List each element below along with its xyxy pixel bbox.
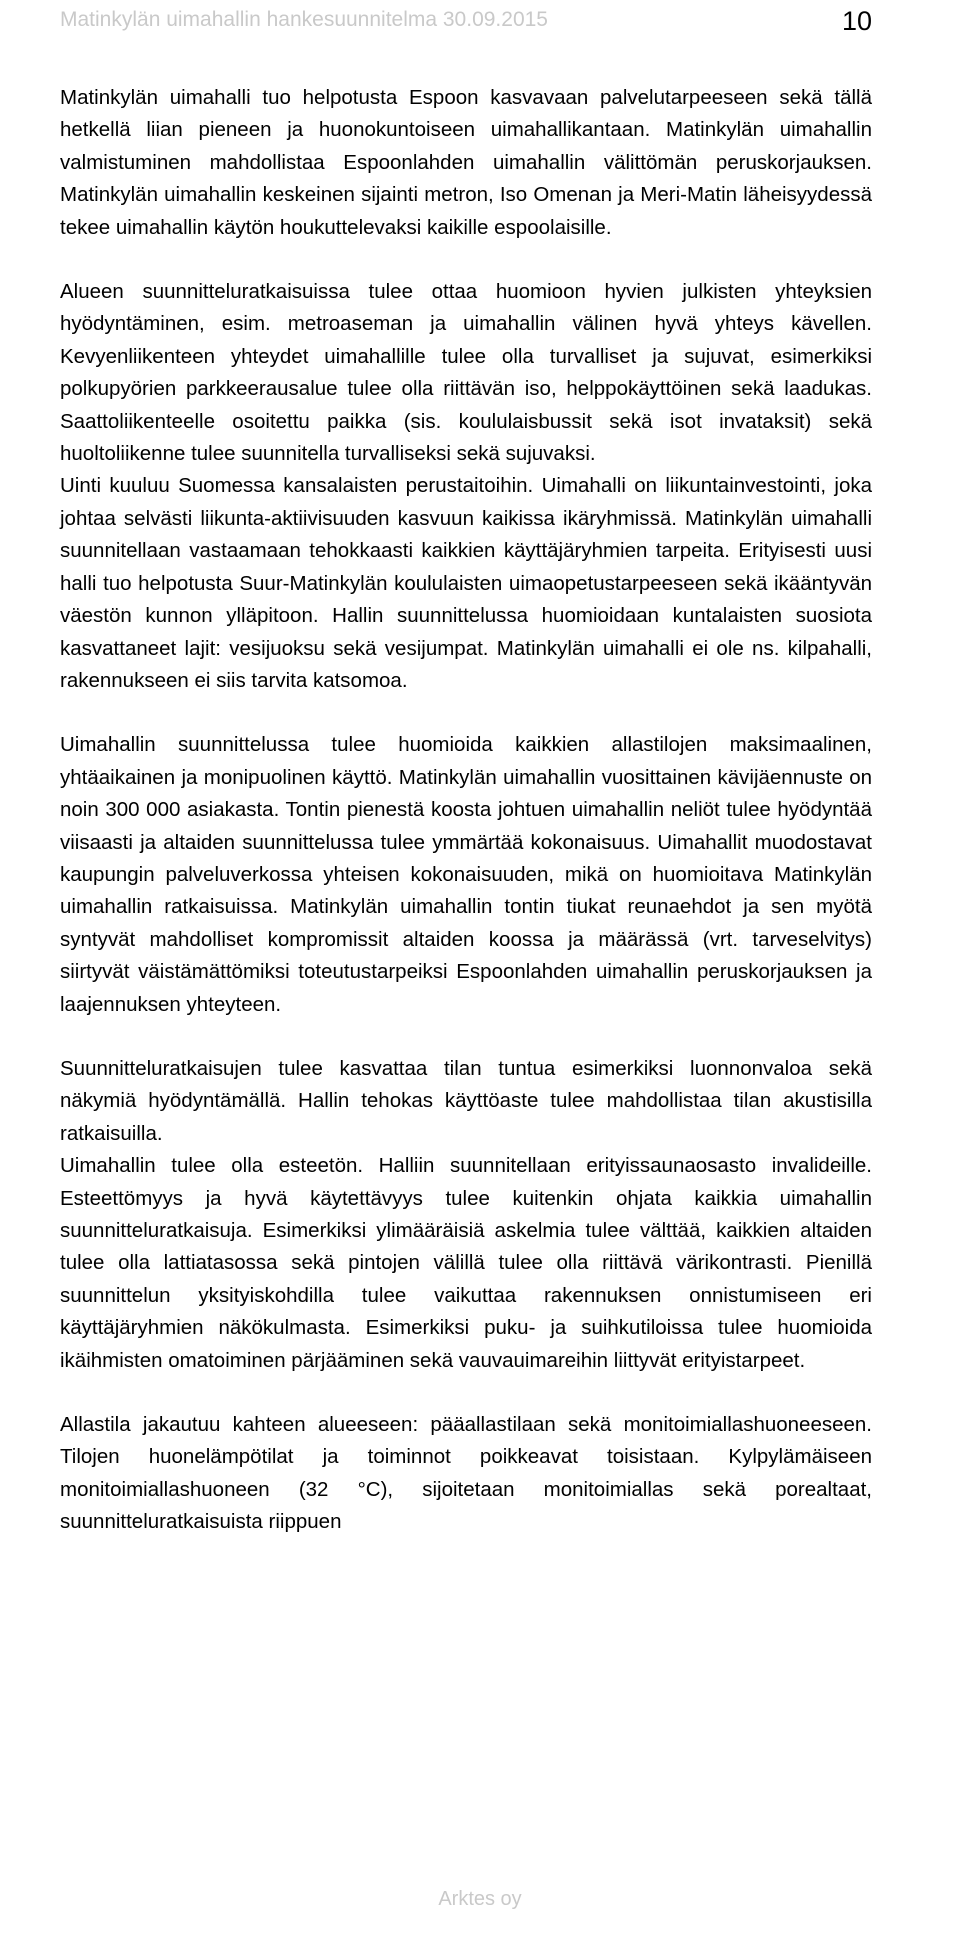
paragraph-connections: Alueen suunnitteluratkaisuissa tulee ottaa huomioon hyvien julkisten yhteyksien hyödyntäminen, esim. metroaseman ja uimahallin välinen hyvä yhteys kävellen. Kevyenliikenteen yhteydet uimahallille tulee olla turvalliset ja sujuvat, esimerkiksi polkupyörien parkkeerausalue tulee olla riittävän iso, helppokäyttöinen sekä laadukas. Saattoliikenteelle osoitettu paikka (sis. koululaisbussit sekä isot invataksit) sekä huoltoliikenne tulee suunnitella turvalliseksi sekä sujuvaksi. [60,280,872,466]
page-header [60,6,872,42]
page-footer: Arktes oy [438,1888,522,1910]
paragraph-intro: Matinkylän uimahalli tuo helpotusta Espoon kasvavaan palvelutarpeeseen sekä tällä hetkellä liian pieneen ja huonokuntoiseen uimahallikantaan. Matinkylän uimahallin valmistuminen mahdollistaa Espoonlahden uimahallin välittömän peruskorjauksen. Matinkylän uimahallin keskeinen sijainti metron, Iso Omenan ja Meri-Matin läheisyydessä tekee uimahallin käytön houkuttelevaksi kaikille espoolaisille. [60,86,872,239]
paragraph-accessibility: Uimahallin tulee olla esteetön. Halliin suunnitellaan erityissaunaosasto invalideille. Esteettömyys ja hyvä käytettävyys tulee kuitenkin ohjata kaikkia uimahallin suunnitteluratkaisuja. Esimerkiksi ylimääräisiä askelmia tulee välttää, kaikkien altaiden tulee olla lattiatasossa sekä pintojen välillä tulee olla riittävä värikontrasti. Pienillä suunnittelun yksityiskohdilla tulee vaikuttaa rakennuksen onnistumiseen eri käyttäjäryhmien näkökulmasta. Esimerkiksi puku- ja suihkutiloissa tulee huomioida ikäihmisten omatoiminen pärjääminen sekä vauvauimareihin liittyvät erityistarpeet. [60,1154,872,1372]
document-title: Matinkylän uimahallin hankesuunnitelma 30.09.2015 [60,8,548,31]
document-body [60,82,872,1539]
page-number: 10 [841,6,872,36]
paragraph-swimming-skills: Uinti kuuluu Suomessa kansalaisten perustaitoihin. Uimahalli on liikuntainvestointi, joka johtaa selvästi liikunta-aktiivisuuden kasvuun kaikissa ikäryhmissä. Matinkylän uimahalli suunnitellaan vastaamaan tehokkaasti kaikkien käyttäjäryhmien tarpeita. Erityisesti uusi halli tuo helpotusta Suur-Matinkylän koululaisten uimaopetustarpeeseen sekä ikääntyvän väestön kunnon ylläpitoon. Hallin suunnittelussa huomioidaan kuntalaisten suosiota kasvattaneet lajit: vesijuoksu sekä vesijumpat. Matinkylän uimahalli ei ole ns. kilpahalli, rakennukseen ei siis tarvita katsomoa. [60,474,872,692]
paragraph-pool-design: Uimahallin suunnittelussa tulee huomioida kaikkien allastilojen maksimaalinen, yhtäaikainen ja monipuolinen käyttö. Matinkylän uimahallin vuosittainen kävijäennuste on noin 300 000 asiakasta. Tontin pienestä koosta johtuen uimahallin neliöt tulee hyödyntää viisaasti ja altaiden suunnittelussa tulee ymmärtää kokonaisuus. Uimahallit muodostavat kaupungin palveluverkossa yhteisen kokonaisuuden, mikä on huomioitava Matinkylän uimahallin ratkaisuissa. Matinkylän uimahallin tontin tiukat reunaehdot ja sen myötä syntyvät mahdolliset kompromissit altaiden koossa ja määrässä (vrt. tarveselvitys) siirtyvät väistämättömiksi toteutustarpeiksi Espoonlahden uimahallin peruskorjauksen ja laajennuksen yhteyteen. [60,733,872,1016]
paragraph-pool-areas: Allastila jakautuu kahteen alueeseen: pääallastilaan sekä monitoimiallashuoneeseen. Tilojen huonelämpötilat ja toiminnot poikkeavat toisistaan. Kylpylämäiseen monitoimiallashuoneen (32 °C), sijoitetaan monitoimiallas sekä porealtaat, suunnitteluratkaisuista riippuen [60,1413,872,1534]
paragraph-light-acoustics: Suunnitteluratkaisujen tulee kasvattaa tilan tuntua esimerkiksi luonnonvaloa sekä näkymiä hyödyntämällä. Hallin tehokas käyttöaste tulee mahdollistaa tilan akustisilla ratkaisuilla. [60,1056,872,1145]
